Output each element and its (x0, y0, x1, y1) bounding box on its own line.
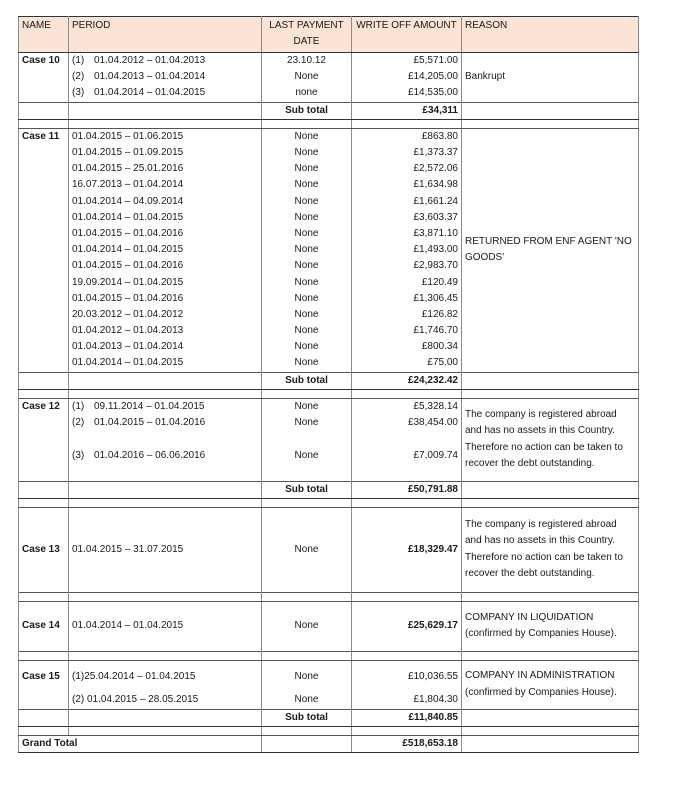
last-payment-cell: None (262, 128, 352, 145)
subtotal-row (19, 102, 639, 119)
last-payment-cell: None (262, 226, 352, 242)
amount-cell: £10,036.55 (352, 660, 462, 692)
period-cell: 01.04.2015 – 01.04.2016 (69, 226, 262, 242)
period-cell: (2) 01.04.2013 – 01.04.2014 (69, 69, 262, 85)
period-cell: 01.04.2015 – 01.09.2015 (69, 145, 262, 161)
last-payment-cell: none (262, 85, 352, 102)
last-payment-cell: None (262, 177, 352, 193)
spacer-row (19, 119, 639, 128)
spacer-row (19, 726, 639, 735)
header-write-off: WRITE OFF AMOUNT (352, 17, 462, 53)
amount-cell: £120.49 (352, 274, 462, 290)
period-cell: (1) 09.11.2014 – 01.04.2015 (69, 398, 262, 415)
last-payment-cell: None (262, 194, 352, 210)
period-cell: 01.04.2013 – 01.04.2014 (69, 339, 262, 355)
last-payment-cell: 23.10.12 (262, 53, 352, 70)
amount-cell: £14,205.00 (352, 69, 462, 85)
last-payment-cell: None (262, 323, 352, 339)
header-row (19, 17, 639, 53)
period-cell: 01.04.2015 – 01.06.2015 (69, 128, 262, 145)
last-payment-cell: None (262, 355, 352, 372)
case11-rows (19, 128, 639, 372)
amount-cell: £2,983.70 (352, 258, 462, 274)
period-cell: 01.04.2014 – 01.04.2015 (69, 355, 262, 372)
grand-total-row (19, 735, 639, 752)
table-row (19, 53, 639, 70)
last-payment-cell: None (262, 398, 352, 415)
period-cell: (3) 01.04.2016 – 06.06.2016 (69, 431, 262, 481)
amount-cell: £1,493.00 (352, 242, 462, 258)
amount-cell: £1,306.45 (352, 291, 462, 307)
case-name: Case 15 (19, 660, 69, 692)
case-name: Case 13 (19, 507, 69, 592)
grand-total-label: Grand Total (19, 735, 262, 752)
header-name: NAME (19, 17, 69, 53)
header-reason: REASON (462, 17, 639, 53)
case-name: Case 14 (19, 601, 69, 651)
amount-cell: £800.34 (352, 339, 462, 355)
period-cell: (2) 01.04.2015 – 28.05.2015 (69, 692, 262, 709)
last-payment-cell: None (262, 274, 352, 290)
period-cell: (1) 01.04.2012 – 01.04.2013 (69, 53, 262, 70)
last-payment-cell: None (262, 161, 352, 177)
period-cell: 01.04.2015 – 25.01.2016 (69, 161, 262, 177)
last-payment-cell: None (262, 291, 352, 307)
subtotal-row (19, 709, 639, 726)
reason-cell: Bankrupt (462, 53, 639, 103)
case-name: Case 10 (19, 53, 69, 70)
amount-cell: £126.82 (352, 307, 462, 323)
period-cell: (3) 01.04.2014 – 01.04.2015 (69, 85, 262, 102)
period-cell: 20.03.2012 – 01.04.2012 (69, 307, 262, 323)
last-payment-cell: None (262, 660, 352, 692)
last-payment-cell: None (262, 601, 352, 651)
amount-cell: £5,328.14 (352, 398, 462, 415)
table-row (19, 128, 639, 145)
period-cell: 01.04.2014 – 01.04.2015 (69, 210, 262, 226)
last-payment-cell: None (262, 307, 352, 323)
spacer-row (19, 498, 639, 507)
amount-cell: £1,373.37 (352, 145, 462, 161)
subtotal-row (19, 372, 639, 389)
subtotal-label: Sub total (262, 372, 352, 389)
period-cell: 01.04.2012 – 01.04.2013 (69, 323, 262, 339)
amount-cell: £1,746.70 (352, 323, 462, 339)
last-payment-cell: None (262, 242, 352, 258)
period-cell: 16.07.2013 – 01.04.2014 (69, 177, 262, 193)
spacer-row (19, 592, 639, 601)
last-payment-cell: None (262, 415, 352, 431)
table-row (19, 507, 639, 592)
period-cell: 01.04.2014 – 01.04.2015 (69, 601, 262, 651)
amount-cell: £18,329.47 (352, 507, 462, 592)
amount-cell: £2,572.06 (352, 161, 462, 177)
amount-cell: £14,535.00 (352, 85, 462, 102)
amount-cell: £3,871.10 (352, 226, 462, 242)
subtotal-label: Sub total (262, 102, 352, 119)
last-payment-cell: None (262, 69, 352, 85)
table-row (19, 660, 639, 692)
reason-cell: COMPANY IN ADMINISTRATION (confirmed by Companies House). (462, 660, 639, 709)
amount-cell: £38,454.00 (352, 415, 462, 431)
amount-cell: £1,804.30 (352, 692, 462, 709)
amount-cell: £863.80 (352, 128, 462, 145)
spacer-row (19, 389, 639, 398)
amount-cell: £1,661.24 (352, 194, 462, 210)
period-cell: 01.04.2014 – 01.04.2015 (69, 242, 262, 258)
reason-cell: RETURNED FROM ENF AGENT 'NO GOODS' (462, 128, 639, 372)
grand-total-value: £518,653.18 (352, 735, 462, 752)
period-cell: 01.04.2015 – 31.07.2015 (69, 507, 262, 592)
header-period: PERIOD (69, 17, 262, 53)
period-cell: 01.04.2015 – 01.04.2016 (69, 258, 262, 274)
last-payment-cell: None (262, 692, 352, 709)
subtotal-label: Sub total (262, 481, 352, 498)
period-cell: (1)25.04.2014 – 01.04.2015 (69, 660, 262, 692)
last-payment-cell: None (262, 258, 352, 274)
last-payment-cell: None (262, 145, 352, 161)
reason-cell: The company is registered abroad and has no assets in this Country. Therefore no action can be taken to recover the debt outstanding. (462, 507, 639, 592)
period-cell: 01.04.2015 – 01.04.2016 (69, 291, 262, 307)
table-row (19, 601, 639, 651)
subtotal-value: £11,840.85 (352, 709, 462, 726)
last-payment-cell: None (262, 210, 352, 226)
period-cell: 01.04.2014 – 04.09.2014 (69, 194, 262, 210)
subtotal-row (19, 481, 639, 498)
amount-cell: £7,009.74 (352, 431, 462, 481)
reason-cell: The company is registered abroad and has no assets in this Country. Therefore no action can be taken to recover the debt outstanding. (462, 398, 639, 481)
subtotal-value: £50,791.88 (352, 481, 462, 498)
reason-cell: COMPANY IN LIQUIDATION (confirmed by Companies House). (462, 601, 639, 651)
amount-cell: £75.00 (352, 355, 462, 372)
spacer-row (19, 651, 639, 660)
amount-cell: £1,634.98 (352, 177, 462, 193)
subtotal-value: £34,311 (352, 102, 462, 119)
last-payment-cell: None (262, 507, 352, 592)
amount-cell: £3,603.37 (352, 210, 462, 226)
period-cell: (2) 01.04.2015 – 01.04.2016 (69, 415, 262, 431)
subtotal-label: Sub total (262, 709, 352, 726)
table-row (19, 398, 639, 415)
last-payment-cell: None (262, 339, 352, 355)
write-off-sheet (18, 16, 638, 753)
subtotal-value: £24,232.42 (352, 372, 462, 389)
header-last-payment: LAST PAYMENT DATE (262, 17, 352, 53)
amount-cell: £25,629.17 (352, 601, 462, 651)
case-name: Case 12 (19, 398, 69, 415)
amount-cell: £5,571.00 (352, 53, 462, 70)
write-off-table (18, 16, 639, 753)
case-name: Case 11 (19, 128, 69, 145)
last-payment-cell: None (262, 431, 352, 481)
period-cell: 19.09.2014 – 01.04.2015 (69, 274, 262, 290)
